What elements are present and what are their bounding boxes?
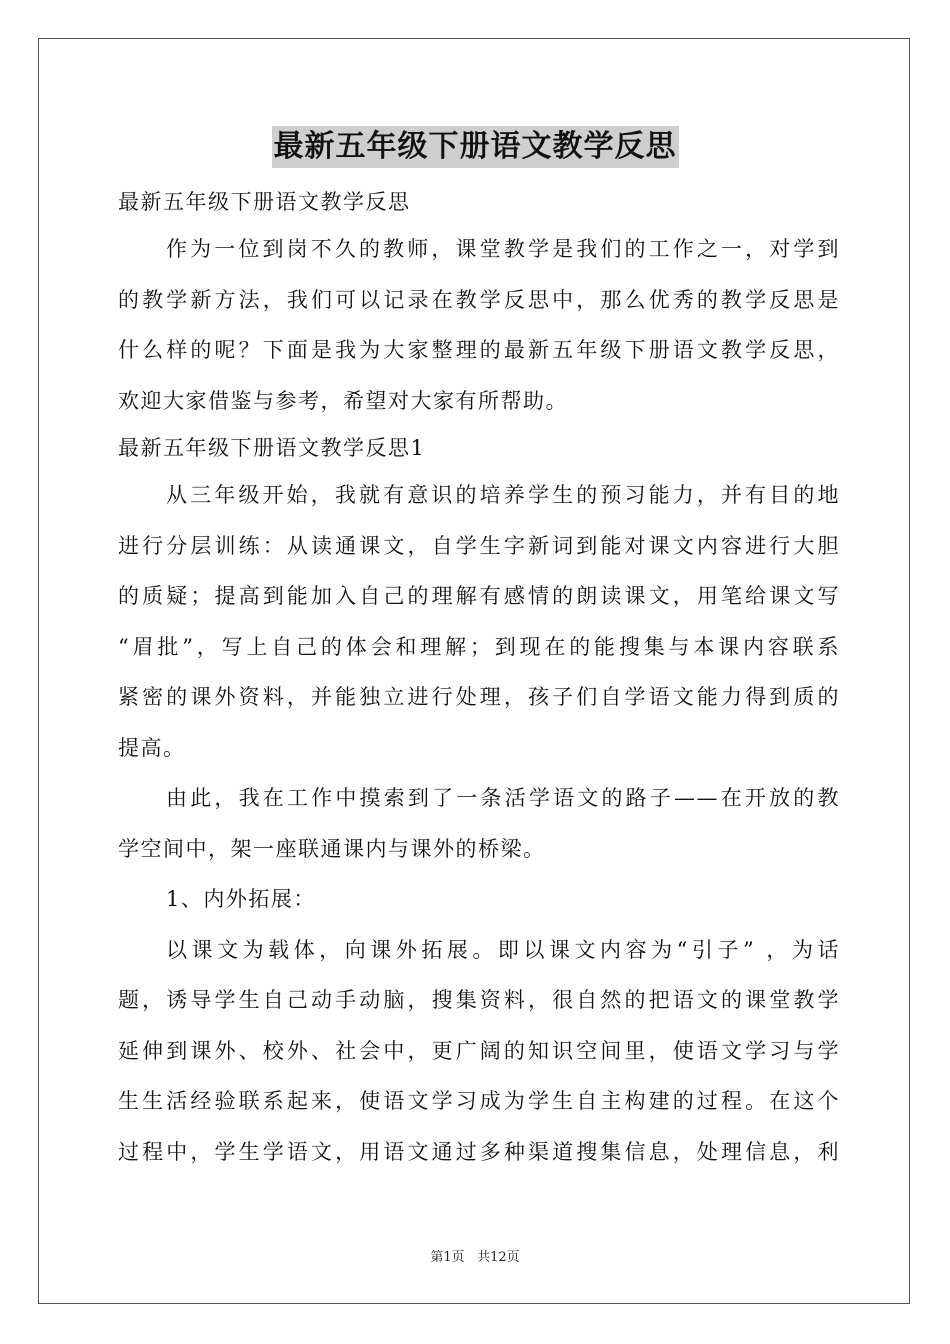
text-line: 作为一位到岗不久的教师，课堂教学是我们的工作之一，对学到 bbox=[166, 237, 840, 261]
total-pages: 共12页 bbox=[477, 1250, 520, 1265]
paragraph-1 bbox=[118, 470, 840, 773]
text-line: 从三年级开始，我就有意识的培养学生的预习能力，并有目的地 bbox=[166, 483, 840, 507]
text-line: 由此，我在工作中摸索到了一条活学语文的路子——在开放的教 bbox=[166, 786, 840, 810]
title-container bbox=[0, 126, 950, 168]
document-subtitle: 最新五年级下册语文教学反思 bbox=[118, 190, 411, 214]
page-number: 第1页 bbox=[430, 1250, 465, 1265]
text-line: 紧密的课外资料，并能独立进行处理，孩子们自学语文能力得到质的 bbox=[118, 685, 840, 709]
list-item-heading: 1、内外拓展： bbox=[166, 887, 316, 911]
text-line: 什么样的呢？下面是我为大家整理的最新五年级下册语文教学反思， bbox=[118, 338, 840, 362]
text-line: 过程中，学生学语文，用语文通过多种渠道搜集信息，处理信息，利 bbox=[118, 1139, 840, 1164]
text-line: 的教学新方法，我们可以记录在教学反思中，那么优秀的教学反思是 bbox=[118, 287, 840, 312]
text-line: 延伸到课外、校外、社会中，更广阔的知识空间里，使语文学习与学 bbox=[118, 1038, 840, 1063]
text-line: 生生活经验联系起来，使语文学习成为学生自主构建的过程。在这个 bbox=[118, 1089, 840, 1113]
intro-paragraph bbox=[118, 224, 840, 426]
text-line: 学空间中，架一座联通课内与课外的桥梁。 bbox=[118, 836, 546, 861]
paragraph-3 bbox=[118, 925, 840, 1178]
paragraph-2 bbox=[118, 773, 840, 874]
text-line: 的质疑；提高到能加入自己的理解有感情的朗读课文，用笔给课文写 bbox=[118, 584, 840, 608]
text-line: 欢迎大家借鉴与参考，希望对大家有所帮助。 bbox=[118, 388, 568, 413]
text-line: 进行分层训练：从读通课文，自学生字新词到能对课文内容进行大胆 bbox=[118, 533, 840, 558]
section-heading: 最新五年级下册语文教学反思1 bbox=[118, 436, 426, 460]
text-line: 提高。 bbox=[118, 735, 186, 760]
document-body bbox=[118, 180, 840, 1177]
page-footer bbox=[0, 1246, 950, 1265]
text-line: “眉批”，写上自己的体会和理解；到现在的能搜集与本课内容联系 bbox=[118, 634, 840, 659]
text-line: 以课文为载体，向课外拓展。即以课文内容为“引子” ，为话 bbox=[166, 937, 840, 962]
text-line: 题，诱导学生自己动手动脑，搜集资料，很自然的把语文的课堂教学 bbox=[118, 988, 840, 1012]
document-title: 最新五年级下册语文教学反思 bbox=[272, 126, 679, 168]
